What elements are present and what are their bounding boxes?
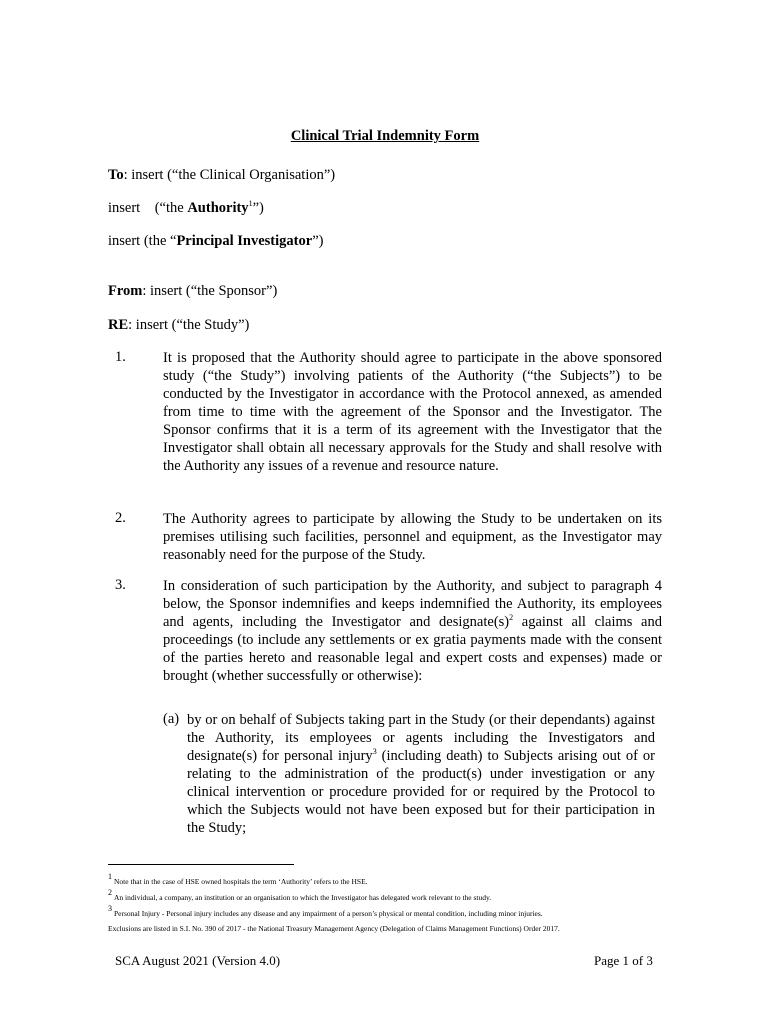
item-3-number: 3. bbox=[115, 577, 126, 593]
item-2-number: 2. bbox=[115, 510, 126, 526]
authority-suffix: ”) bbox=[252, 200, 264, 216]
footnote-1-text: Note that in the case of HSE owned hospitals the term ‘Authority’ refers to the HSE. bbox=[114, 877, 368, 886]
footnote-ref-3: 3 bbox=[372, 747, 377, 756]
re-text: : insert (“the Study”) bbox=[128, 317, 250, 333]
document-title: Clinical Trial Indemnity Form bbox=[290, 128, 480, 144]
pi-suffix: ”) bbox=[312, 233, 324, 249]
item-3-text-a: In consideration of such participation by the Authority, and subject to paragraph 4 below, the Sponsor indemnifies and keeps indemnified the Authority, its employees and agents, including the Investigator and designate(s) bbox=[163, 578, 662, 630]
footnote-1-number: 1 bbox=[108, 872, 112, 881]
from-line bbox=[108, 283, 277, 300]
footnote-3-number: 3 bbox=[108, 904, 112, 913]
item-3-text-b: against all claims and proceedings (to include any settlements or ex gratia payments made with the consent of the parties hereto and reasonable legal and expert costs and expenses) made or brought (whether successfully or otherwise): bbox=[163, 614, 662, 684]
footnote-2 bbox=[108, 888, 492, 902]
footnote-3-text: Personal Injury - Personal injury includes any disease and any impairment of a person’s physical or mental condition, including minor injuries. bbox=[114, 909, 543, 918]
subitem-a-label: (a) bbox=[163, 711, 180, 727]
from-label: From bbox=[108, 283, 143, 299]
subitem-a-text-b: (including death) to Subjects arising out of or relating to the administration of the product(s) under investigation or any clinical intervention or procedure provided for or required by the Protocol to which the Subjects would not have been exposed but for their participation in the Study; bbox=[187, 748, 655, 836]
authority-bold: Authority bbox=[187, 200, 249, 216]
footnote-3 bbox=[108, 904, 543, 918]
footnote-2-number: 2 bbox=[108, 888, 112, 897]
item-3-text bbox=[163, 577, 662, 685]
authority-prefix: insert (“the bbox=[108, 200, 188, 216]
subitem-a-text bbox=[187, 711, 655, 837]
re-line bbox=[108, 317, 249, 334]
to-label: To bbox=[108, 167, 124, 183]
pi-bold: Principal Investigator bbox=[176, 233, 313, 249]
footnote-2-text: An individual, a company, an institution or an organisation to which the Investigator has delegated work relevant to the study. bbox=[114, 893, 492, 902]
item-1-number: 1. bbox=[115, 349, 126, 365]
footnote-ref-2: 2 bbox=[509, 613, 514, 622]
item-2-text: The Authority agrees to participate by allowing the Study to be undertaken on its premises utilising such facilities, personnel and equipment, as the Investigator may reasonably need for the purpose of the Study. bbox=[163, 511, 662, 563]
footnote-1 bbox=[108, 872, 368, 886]
authority-line bbox=[108, 200, 264, 217]
footnote-ref-1: 1 bbox=[248, 199, 253, 208]
footnote-divider bbox=[108, 864, 294, 865]
subitem-a-text-a: by or on behalf of Subjects taking part in the Study (or their dependants) against the Authority, its employees or agents including the Investigators and designate(s) for personal injury bbox=[187, 712, 655, 764]
exclusions-note: Exclusions are listed in S.I. No. 390 of 2017 - the National Treasury Management Agency (Delegation of Claims Management Functions) Order 2017. bbox=[108, 924, 560, 933]
footer-page-number: Page 1 of 3 bbox=[594, 953, 653, 968]
from-text: : insert (“the Sponsor”) bbox=[142, 283, 278, 299]
item-1-text: It is proposed that the Authority should agree to participate in the above sponsored study (“the Study”) involving patients of the Authority (“the Subjects”) to be conducted by the Investigator in accordance with the Protocol annexed, as amended from time to time with the agreement of the Sponsor and the Investigator. The Sponsor confirms that it is a term of its agreement with the Investigator that the Investigator shall obtain all necessary approvals for the Study and shall resolve with the Authority any issues of a revenue and resource nature. bbox=[163, 350, 662, 474]
to-text: : insert (“the Clinical Organisation”) bbox=[123, 167, 336, 183]
footer-version: SCA August 2021 (Version 4.0) bbox=[115, 953, 281, 968]
re-label: RE bbox=[108, 317, 129, 333]
to-line bbox=[108, 167, 335, 184]
pi-prefix: insert (the “ bbox=[108, 233, 177, 249]
pi-line bbox=[108, 233, 323, 250]
